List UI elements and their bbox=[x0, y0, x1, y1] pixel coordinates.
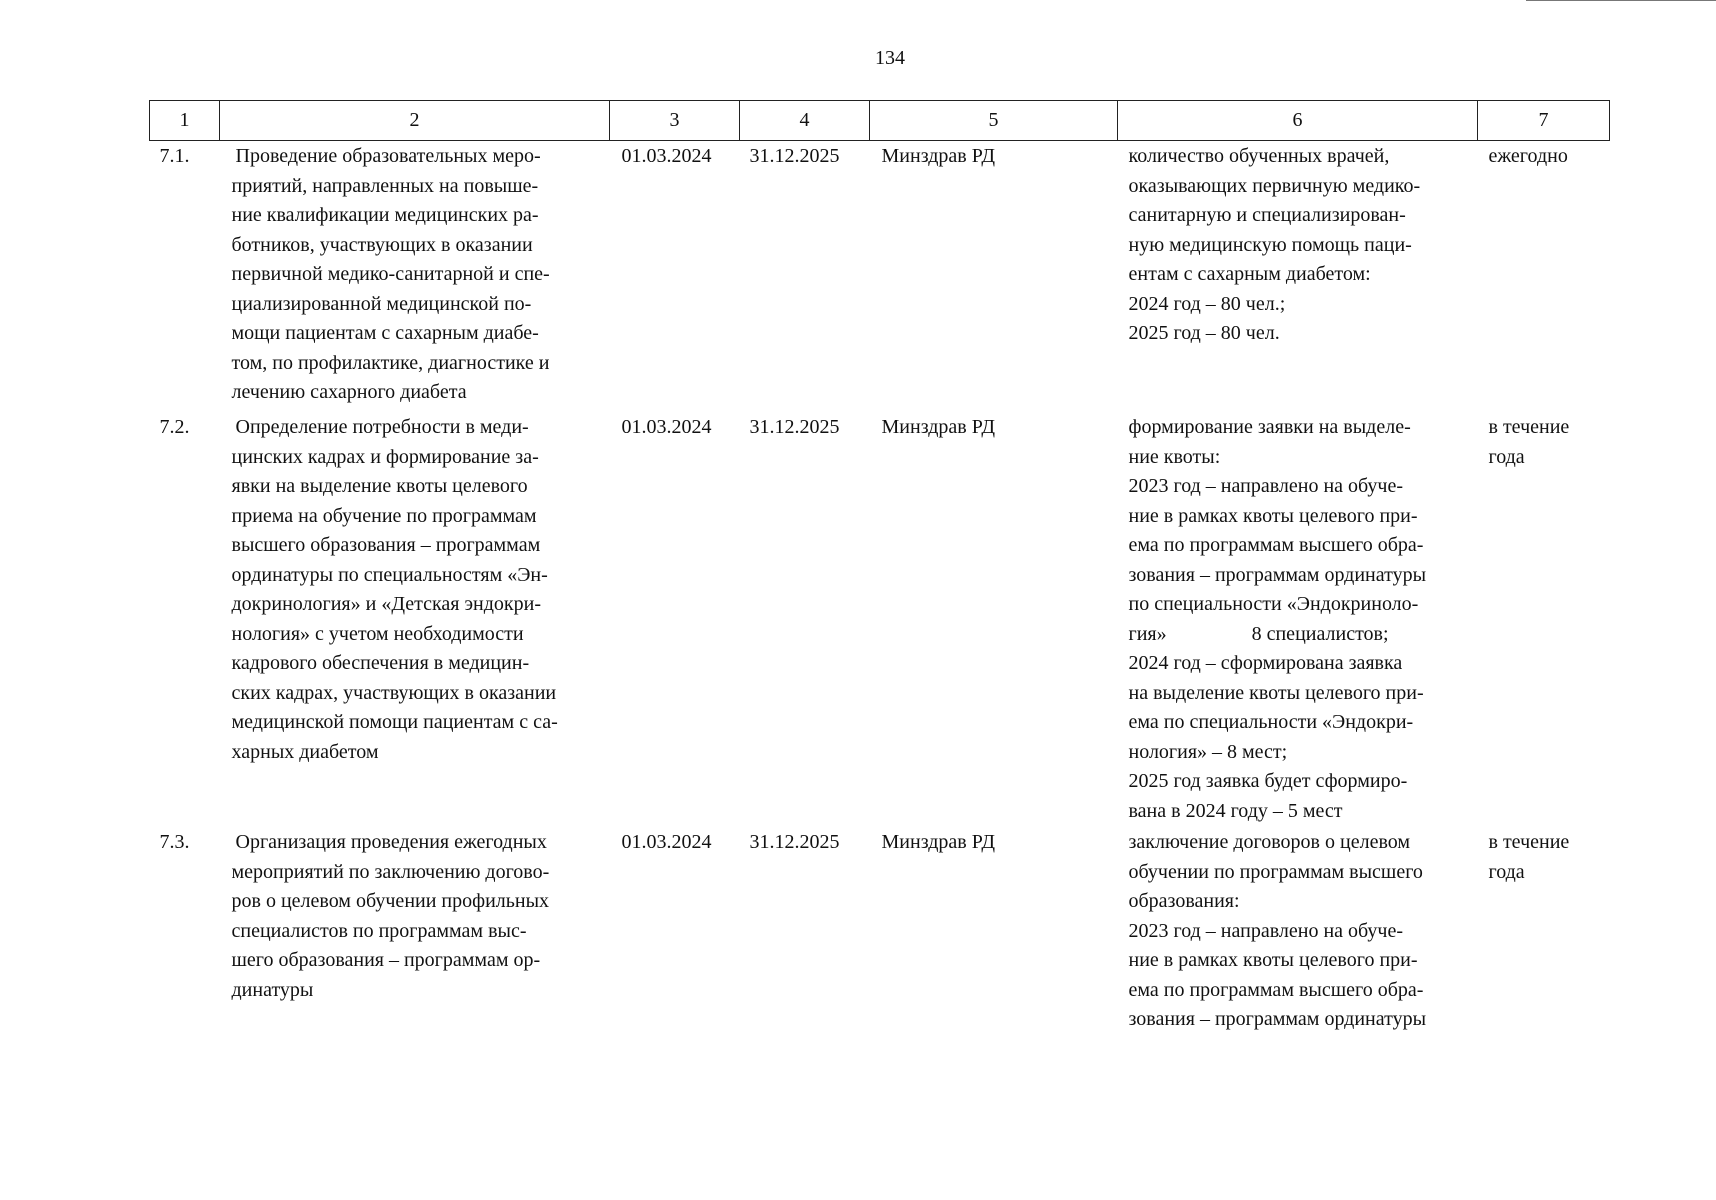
title-line: цинских кадрах и формирование за- bbox=[231, 445, 539, 468]
page-number: 134 bbox=[875, 47, 905, 69]
result-line: ную медицинскую помощь паци- bbox=[1128, 233, 1412, 256]
title-line: приема на обучение по программам bbox=[231, 504, 537, 527]
executor: Минздрав РД bbox=[881, 416, 995, 438]
table-row bbox=[150, 412, 1610, 827]
title-line: Организация проведения ежегодных bbox=[235, 831, 547, 853]
row-number: 7.3. bbox=[159, 831, 190, 853]
title-line: специалистов по программам выс- bbox=[231, 919, 527, 942]
title-line: ординатуры по специальностям «Эн- bbox=[231, 563, 548, 586]
title-line: кадрового обеспечения в медицин- bbox=[231, 652, 530, 674]
expected-result bbox=[1118, 412, 1478, 827]
title-line: докринология» и «Детская эндокри- bbox=[231, 593, 541, 615]
title-line: медицинской помощи пациентам с са- bbox=[231, 711, 558, 733]
result-line: ема по программам высшего обра- bbox=[1128, 534, 1424, 556]
header-cell-6: 6 bbox=[1118, 101, 1478, 141]
period-line: в течение bbox=[1488, 831, 1570, 853]
result-line: ние в рамках квоты целевого при- bbox=[1128, 504, 1418, 527]
end-date: 31.12.2025 bbox=[749, 416, 840, 438]
result-line: зования – программам ординатуры bbox=[1128, 1008, 1427, 1030]
header-cell-7: 7 bbox=[1478, 101, 1610, 141]
result-line: ние в рамках квоты целевого при- bbox=[1128, 949, 1418, 971]
result-line: гия» 8 специалистов; bbox=[1128, 622, 1389, 645]
start-date: 01.03.2024 bbox=[621, 145, 712, 167]
title-line: мощи пациентам с сахарным диабе- bbox=[231, 322, 539, 344]
result-line: 2024 год – 80 чел.; bbox=[1128, 292, 1286, 315]
measure-title bbox=[220, 412, 610, 827]
header-cell-1: 1 bbox=[150, 101, 220, 141]
header-cell-2: 2 bbox=[220, 101, 610, 141]
executor: Минздрав РД bbox=[881, 831, 995, 853]
title-line: том, по профилактике, диагностике и bbox=[231, 351, 550, 374]
periodicity bbox=[1478, 141, 1610, 413]
result-line: 2023 год – направлено на обуче- bbox=[1128, 919, 1404, 942]
result-line: санитарную и специализирован- bbox=[1128, 204, 1406, 226]
title-line: Проведение образовательных меро- bbox=[235, 145, 541, 167]
executor: Минздрав РД bbox=[881, 145, 995, 167]
expected-result bbox=[1118, 141, 1478, 413]
title-line: ние квалификации медицинских ра- bbox=[231, 204, 539, 226]
result-line: зования – программам ординатуры bbox=[1128, 563, 1427, 586]
title-line: нология» с учетом необходимости bbox=[231, 622, 524, 645]
title-line: динатуры bbox=[231, 978, 314, 1001]
title-line: харных диабетом bbox=[231, 740, 379, 763]
period-line: в течение bbox=[1488, 416, 1570, 438]
result-line: 2023 год – направлено на обуче- bbox=[1128, 475, 1404, 497]
title-line: мероприятий по заключению догово- bbox=[231, 860, 550, 883]
title-line: ских кадрах, участвующих в оказании bbox=[231, 681, 557, 704]
title-line: шего образования – программам ор- bbox=[231, 949, 541, 971]
title-line: приятий, направленных на повыше- bbox=[231, 174, 539, 197]
title-line: ботников, участвующих в оказании bbox=[231, 233, 533, 256]
result-line: 2024 год – сформирована заявка bbox=[1128, 652, 1403, 674]
table-body bbox=[150, 141, 1610, 1059]
header-cell-5: 5 bbox=[870, 101, 1118, 141]
header-row bbox=[150, 101, 1610, 141]
start-date: 01.03.2024 bbox=[621, 831, 712, 853]
result-line: 2025 год – 80 чел. bbox=[1128, 322, 1280, 344]
expected-result bbox=[1118, 827, 1478, 1058]
end-date: 31.12.2025 bbox=[749, 831, 840, 853]
result-line: 2025 год заявка будет сформиро- bbox=[1128, 770, 1408, 792]
title-line: высшего образования – программам bbox=[231, 534, 541, 556]
row-number: 7.1. bbox=[159, 145, 190, 167]
table-row bbox=[150, 827, 1610, 1058]
result-line: ема по программам высшего обра- bbox=[1128, 978, 1424, 1001]
period-line: ежегодно bbox=[1488, 145, 1568, 167]
title-line: первичной медико-санитарной и спе- bbox=[231, 263, 550, 285]
period-line: года bbox=[1488, 860, 1525, 883]
table-row bbox=[150, 141, 1610, 413]
title-line: лечению сахарного диабета bbox=[231, 381, 467, 403]
result-line: количество обученных врачей, bbox=[1128, 145, 1390, 167]
top-edge-rule bbox=[1526, 0, 1716, 3]
result-line: обучении по программам высшего bbox=[1128, 860, 1423, 883]
row-number: 7.2. bbox=[159, 416, 190, 438]
measure-title bbox=[220, 141, 610, 413]
header-cell-3: 3 bbox=[610, 101, 740, 141]
measures-table bbox=[149, 100, 1610, 1058]
end-date: 31.12.2025 bbox=[749, 145, 840, 167]
title-line: явки на выделение квоты целевого bbox=[231, 475, 528, 497]
result-line: на выделение квоты целевого при- bbox=[1128, 681, 1424, 704]
table-header bbox=[150, 101, 1610, 141]
result-line: образования: bbox=[1128, 890, 1240, 912]
result-line: ние квоты: bbox=[1128, 445, 1221, 468]
measure-title bbox=[220, 827, 610, 1058]
title-line: ров о целевом обучении профильных bbox=[231, 890, 550, 912]
periodicity bbox=[1478, 412, 1610, 827]
result-line: по специальности «Эндокриноло- bbox=[1128, 593, 1419, 615]
result-line: заключение договоров о целевом bbox=[1128, 831, 1411, 853]
result-line: формирование заявки на выделе- bbox=[1128, 416, 1411, 438]
result-line: ема по специальности «Эндокри- bbox=[1128, 711, 1414, 733]
title-line: Определение потребности в меди- bbox=[235, 416, 529, 438]
period-line: года bbox=[1488, 445, 1525, 468]
title-line: циализированной медицинской по- bbox=[231, 292, 532, 315]
start-date: 01.03.2024 bbox=[621, 416, 712, 438]
periodicity bbox=[1478, 827, 1610, 1058]
result-line: ентам с сахарным диабетом: bbox=[1128, 263, 1371, 285]
result-line: вана в 2024 году – 5 мест bbox=[1128, 799, 1343, 822]
header-cell-4: 4 bbox=[740, 101, 870, 141]
result-line: нология» – 8 мест; bbox=[1128, 740, 1288, 763]
result-line: оказывающих первичную медико- bbox=[1128, 174, 1421, 197]
